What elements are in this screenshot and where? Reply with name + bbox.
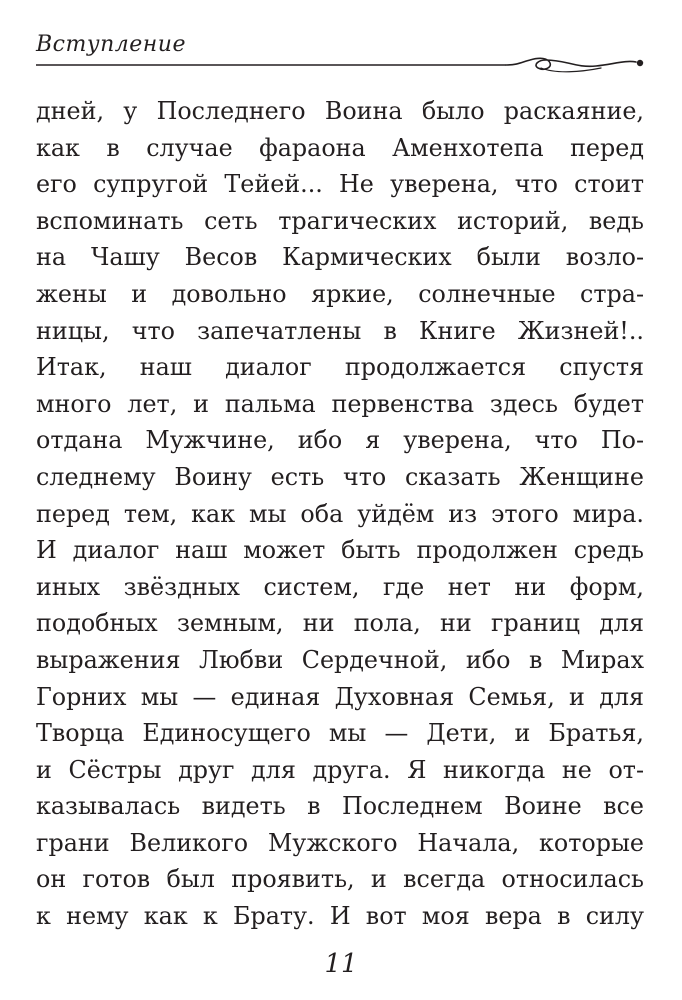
text-line: много лет, и пальма первенства здесь будет [36,389,644,418]
text-line: вспоминать сеть трагических историй, ведь [36,206,644,235]
page-number: 11 [324,949,358,979]
text-line: он готов был проявить, и всегда относилась [36,865,644,894]
text-line: Творца Единосущего мы — Дети, и Братья, [36,719,644,748]
text-line: казывалась видеть в Последнем Воине все [36,792,644,821]
text-line: выражения Любви Сердечной, ибо в Мирах [36,645,644,674]
text-line: грани Великого Мужского Начала, которые [36,828,644,857]
text-line: следнему Воину есть что сказать Женщине [36,462,644,491]
text-line: отдана Мужчине, ибо я уверена, что По- [36,426,644,455]
chapter-title: Вступление [36,32,186,57]
text-line: и Сёстры друг для друга. Я никогда не от- [36,755,644,784]
text-line: И диалог наш может быть продолжен средь [36,536,644,565]
text-line: Итак, наш диалог продолжается спустя [36,353,644,382]
text-line: его супругой Тейей... Не уверена, что стоит [36,170,644,199]
text-line: подобных земным, ни пола, ни границ для [36,609,644,638]
text-line: иных звёздных систем, где нет ни форм, [36,572,644,601]
text-line: дней, у Последнего Воина было раскаяние, [36,97,644,125]
text-line: на Чашу Весов Кармических были возло- [36,243,644,272]
running-header [36,30,652,74]
text-line: как в случае фараона Аменхотепа перед [36,133,644,162]
text-line: ницы, что запечатлены в Книге Жизней!.. [36,316,644,345]
body-text [36,93,644,935]
text-line: перед тем, как мы оба уйдём из этого мира. [36,499,644,528]
text-line: жены и довольно яркие, солнечные стра- [36,279,644,308]
text-line: к нему как к Брату. И вот моя вера в силу [36,902,644,931]
text-line: Горних мы — единая Духовная Семья, и для [36,682,644,711]
